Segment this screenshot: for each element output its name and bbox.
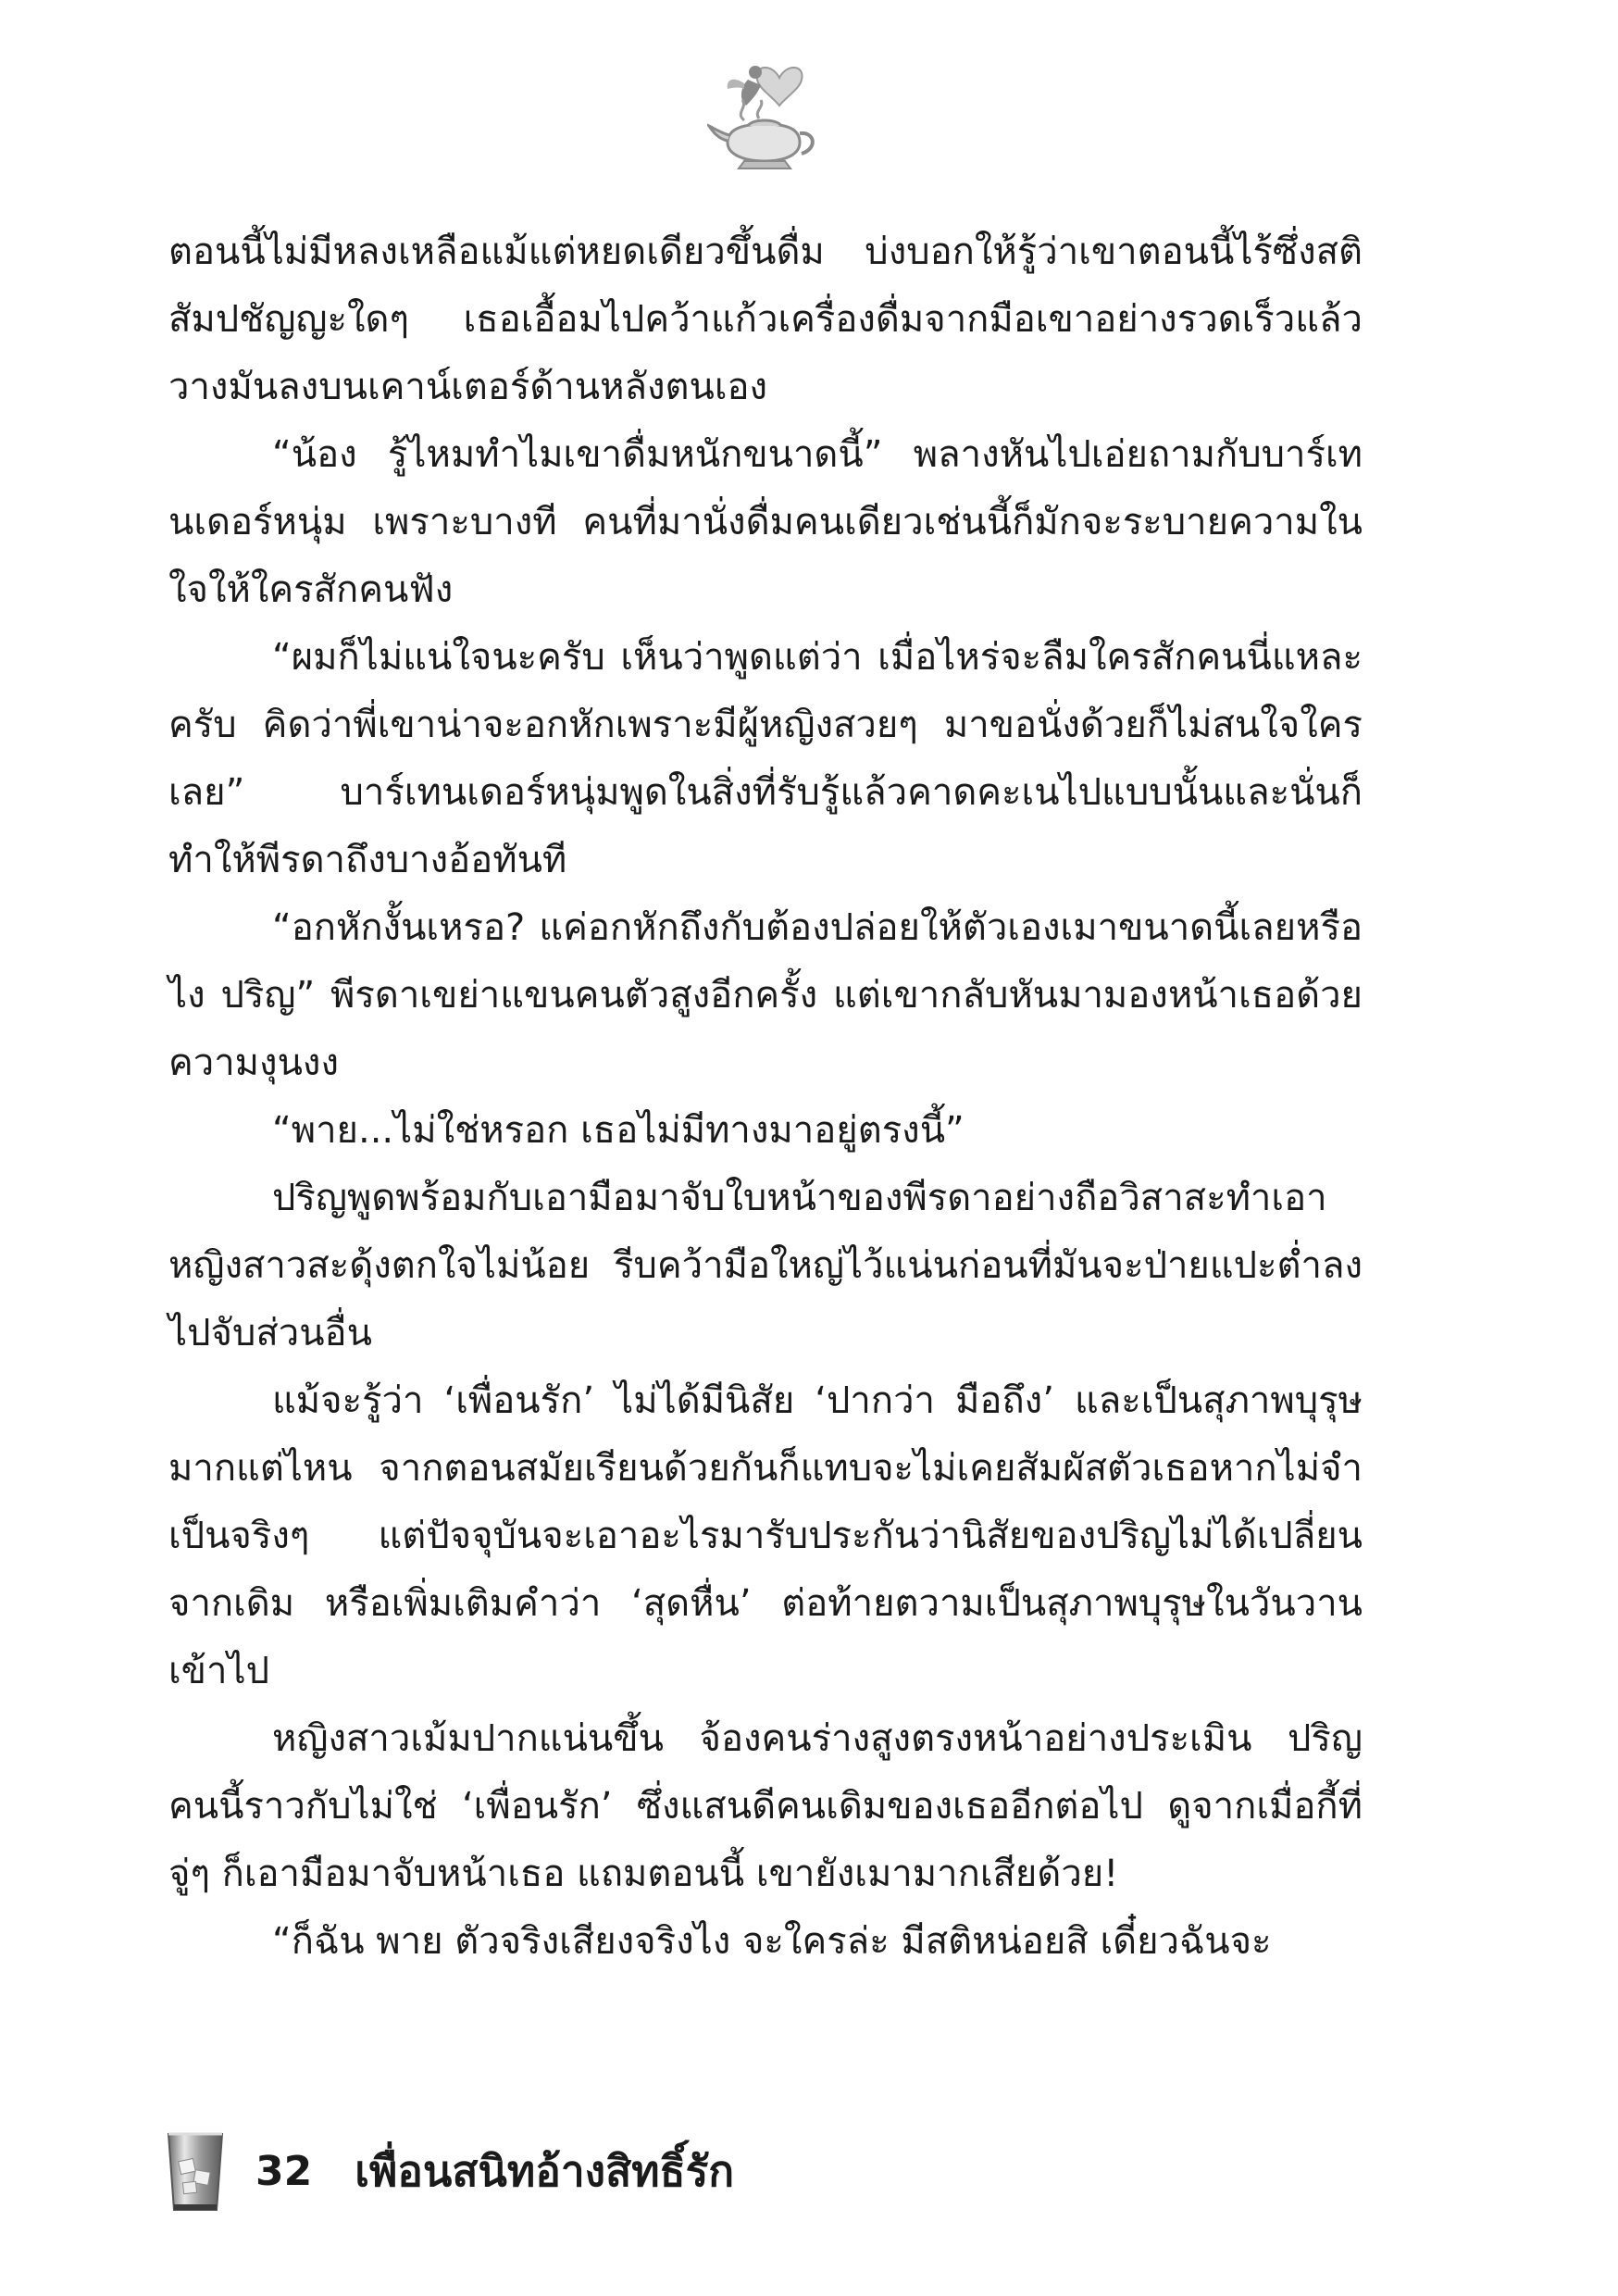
paragraph: แม้จะรู้ว่า ‘เพื่อนรัก’ ไม่ได้มีนิสัย ‘ปากว่า มือถึง’ และเป็นสุภาพบุรุษมากแต่ไหน จากตอนสมัยเรียนด้วยกันก็แทบจะไม่เคยสัมผัสตัวเธอหากไม่จำเป็นจริงๆ แต่ปัจจุบันจะเอาอะไรมารับประกันว่านิสัยของปริญไม่ได้เปลี่ยนจากเดิม หรือเพิ่มเติมคำว่า ‘สุดหื่น’ ต่อท้ายตวามเป็นสุภาพบุรุษในวันวานเข้าไป (168, 1379, 1363, 1692)
paragraph: “ก็ฉัน พาย ตัวจริงเสียงจริงไง จะใครล่ะ มีสติหน่อยสิ เดี๋ยวฉันจะ (272, 1920, 1272, 1963)
paragraph: “พาย...ไม่ใช่หรอก เธอไม่มีทางมาอยู่ตรงนี้” (272, 1109, 965, 1152)
book-title: เพื่อนสนิทอ้างสิทธิ์รัก (355, 2145, 735, 2196)
page-footer (163, 2120, 734, 2222)
paragraph: ตอนนี้ไม่มีหลงเหลือแม้แต่หยดเดียวขึ้นดื่ม บ่งบอกให้รู้ว่าเขาตอนนี้ไร้ซึ่งสติสัมปชัญญะใดๆ เธอเอื้อมไปคว้าแก้วเครื่องดื่มจากมือเขาอย่างรวดเร็วแล้ววางมันลงบนเคาน์เตอร์ด้านหลังตนเอง (168, 231, 1363, 408)
paragraph: หญิงสาวเม้มปากแน่นขึ้น จ้องคนร่างสูงตรงหน้าอย่างประเมิน ปริญคนนี้ราวกับไม่ใช่ ‘เพื่อนรัก’ ซึ่งแสนดีคนเดิมของเธออีกต่อไป ดูจากเมื่อกี้ที่จู่ๆ ก็เอามือมาจับหน้าเธอ แถมตอนนี้ เขายังเมามากเสียด้วย! (168, 1717, 1363, 1895)
paragraph: “อกหักงั้นเหรอ? แค่อกหักถึงกับต้องปล่อยให้ตัวเองเมาขนาดนี้เลยหรือไง ปริญ” พีรดาเขย่าแขนคนตัวสูงอีกครั้ง แต่เขากลับหันมามองหน้าเธอด้วยความงุนงง (168, 906, 1363, 1084)
paragraph: “น้อง รู้ไหมทำไมเขาดื่มหนักขนาดนี้” พลางหันไปเอ่ยถามกับบาร์เทนเดอร์หนุ่ม เพราะบางที คนที่มานั่งดื่มคนเดียวเช่นนี้ก็มักจะระบายความในใจให้ใครสักคนฟัง (168, 433, 1363, 611)
paragraph: “ผมก็ไม่แน่ใจนะครับ เห็นว่าพูดแต่ว่า เมื่อไหร่จะลืมใครสักคนนี่แหละครับ คิดว่าพี่เขาน่าจะอกหักเพราะมีผู้หญิงสวยๆ มาขอนั่งด้วยก็ไม่สนใจใครเลย” บาร์เทนเดอร์หนุ่มพูดในสิ่งที่รับรู้แล้วคาดคะเนไปแบบนั้นและนั่นก็ทำให้พีรดาถึงบางอ้อทันที (168, 636, 1363, 881)
paragraph: ปริญพูดพร้อมกับเอามือมาจับใบหน้าของพีรดาอย่างถือวิสาสะทำเอาหญิงสาวสะดุ้งตกใจไม่น้อย รีบคว้ามือใหญ่ไว้แน่นก่อนที่มันจะป่ายแปะต่ำลงไปจับส่วนอื่น (168, 1177, 1363, 1354)
page-number: 32 (255, 2147, 313, 2195)
body-text (168, 218, 1363, 1976)
teapot-cupid-ornament-icon (707, 52, 822, 174)
whiskey-glass-icon (163, 2127, 228, 2215)
